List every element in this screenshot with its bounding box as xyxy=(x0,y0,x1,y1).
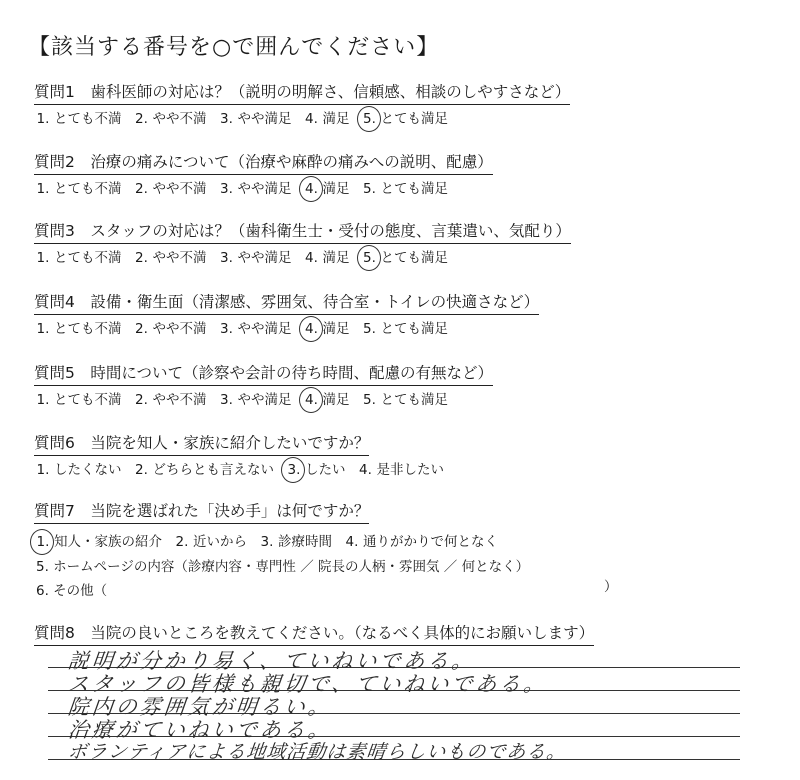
option-number: 1 . xyxy=(36,462,50,478)
q2-option-1[interactable] xyxy=(36,177,122,197)
q5-option-1[interactable] xyxy=(36,388,122,408)
option-number: 2 . xyxy=(135,250,149,266)
option-label: 満足 xyxy=(322,181,350,197)
q7-option-3[interactable] xyxy=(260,530,332,550)
q7-other-close-paren: ） xyxy=(604,579,618,595)
q3-option-5[interactable] xyxy=(363,246,449,266)
option-number: 1 . xyxy=(36,181,50,197)
q1-title: 質問1 歯科医師の対応は？（説明の明解さ、信頼感、相談のしやすさなど） xyxy=(34,80,570,105)
option-number: 4 . xyxy=(305,181,319,197)
q3-option-3[interactable] xyxy=(220,246,292,266)
option-number: 4 . xyxy=(305,111,319,127)
page-heading: 【該当する番号を○で囲んでください】 xyxy=(28,35,440,60)
option-label: とても満足 xyxy=(380,111,448,127)
q4-option-3[interactable] xyxy=(220,317,292,337)
q1-option-5[interactable] xyxy=(363,107,449,127)
q1-option-1[interactable] xyxy=(36,107,122,127)
q2-option-3[interactable] xyxy=(220,177,292,197)
option-number: 2 . xyxy=(175,534,189,550)
option-number: 3 . xyxy=(287,462,301,478)
q4-option-4[interactable] xyxy=(305,317,350,337)
option-number: 2 . xyxy=(135,392,149,408)
option-label: やや満足 xyxy=(237,250,292,266)
option-number: 5 . xyxy=(363,111,377,127)
q5-option-5[interactable] xyxy=(363,388,449,408)
option-label: やや不満 xyxy=(152,250,207,266)
q7-options-row1 xyxy=(36,530,511,550)
q2-options xyxy=(36,177,461,197)
option-number: 1 . xyxy=(36,321,50,337)
option-number: 2 . xyxy=(135,111,149,127)
q5-option-2[interactable] xyxy=(135,388,207,408)
q6-option-3[interactable] xyxy=(287,458,346,478)
q7-option-4[interactable] xyxy=(345,530,498,550)
q8-answer-5: ボランティアによる地域活動は素晴らしいものである。 xyxy=(66,741,568,763)
option-label: とても満足 xyxy=(380,321,448,337)
option-number: 5 . xyxy=(363,392,377,408)
q3-option-4[interactable] xyxy=(305,246,350,266)
option-label: どちらとも言えない xyxy=(152,462,274,478)
q4-option-2[interactable] xyxy=(135,317,207,337)
option-number: 3 . xyxy=(220,392,234,408)
q4-option-5[interactable] xyxy=(363,317,449,337)
option-label: とても不満 xyxy=(54,111,122,127)
q8-title: 質問8 当院の良いところを教えてください。（なるべく具体的にお願いします） xyxy=(34,621,594,646)
q2-title: 質問2 治療の痛みについて（治療や麻酔の痛みへの説明、配慮） xyxy=(34,150,493,175)
q5-option-4[interactable] xyxy=(305,388,350,408)
option-label: やや満足 xyxy=(237,181,292,197)
option-number: 4 . xyxy=(359,462,373,478)
option-label: とても不満 xyxy=(54,321,122,337)
option-number: 1 . xyxy=(36,250,50,266)
option-label: したくない xyxy=(54,462,122,478)
option-label: 診療時間 xyxy=(278,534,332,550)
q7-option-1[interactable] xyxy=(36,530,162,550)
option-number: 2 . xyxy=(135,181,149,197)
option-number: 3 . xyxy=(220,181,234,197)
q8-answer-4: 治療がていねいである。 xyxy=(66,718,334,742)
option-label: やや不満 xyxy=(152,321,207,337)
option-number: 1 . xyxy=(36,392,50,408)
option-number: 1 . xyxy=(36,534,50,550)
option-number: 2 . xyxy=(135,462,149,478)
option-number: 5 . xyxy=(363,321,377,337)
q4-title: 質問4 設備・衛生面（清潔感、雰囲気、待合室・トイレの快適さなど） xyxy=(34,290,539,315)
option-number: 2 . xyxy=(135,321,149,337)
option-number: 4 . xyxy=(305,392,319,408)
option-label: したい xyxy=(305,462,346,478)
option-label: とても満足 xyxy=(380,392,448,408)
option-label: 通りがかりで何となく xyxy=(363,534,498,550)
q3-option-1[interactable] xyxy=(36,246,122,266)
option-number: 4 . xyxy=(305,250,319,266)
option-number: 4 . xyxy=(305,321,319,337)
option-label: とても満足 xyxy=(380,181,448,197)
q4-option-1[interactable] xyxy=(36,317,122,337)
q3-option-2[interactable] xyxy=(135,246,207,266)
option-label: 知人・家族の紹介 xyxy=(54,534,162,550)
option-label: 満足 xyxy=(322,321,350,337)
option-label: 近いから xyxy=(193,534,247,550)
option-number: 3 . xyxy=(220,250,234,266)
q2-option-2[interactable] xyxy=(135,177,207,197)
q7-option-6[interactable]: 6. その他（ xyxy=(36,583,108,599)
q6-options xyxy=(36,458,457,478)
option-label: とても不満 xyxy=(54,250,122,266)
q1-options xyxy=(36,107,461,127)
option-number: 4 . xyxy=(345,534,359,550)
q7-option-5[interactable]: 5. ホームページの内容（診療内容・専門性 ／ 院長の人柄・雰囲気 ／ 何となく） xyxy=(36,559,530,575)
option-label: やや満足 xyxy=(237,111,292,127)
option-label: やや不満 xyxy=(152,111,207,127)
q6-option-2[interactable] xyxy=(135,458,275,478)
q7-title: 質問7 当院を選ばれた「決め手」は何ですか？ xyxy=(34,499,369,524)
q6-title: 質問6 当院を知人・家族に紹介したいですか？ xyxy=(34,431,369,456)
option-label: やや満足 xyxy=(237,392,292,408)
q2-option-5[interactable] xyxy=(363,177,449,197)
option-number: 1 . xyxy=(36,111,50,127)
q8-answer-2: スタッフの皆様も親切で、ていねいである。 xyxy=(66,672,549,696)
q1-option-3[interactable] xyxy=(220,107,292,127)
q5-options xyxy=(36,388,461,408)
q6-option-1[interactable] xyxy=(36,458,122,478)
q6-option-4[interactable] xyxy=(359,458,445,478)
option-number: 3 . xyxy=(260,534,274,550)
q5-title: 質問5 時間について（診察や会計の待ち時間、配慮の有無など） xyxy=(34,361,493,386)
q2-option-4[interactable] xyxy=(305,177,350,197)
q3-options xyxy=(36,246,461,266)
option-number: 5 . xyxy=(363,250,377,266)
q5-option-3[interactable] xyxy=(220,388,292,408)
q8-answer-3: 院内の雰囲気が明るい。 xyxy=(66,695,334,719)
option-label: とても不満 xyxy=(54,392,122,408)
option-label: やや不満 xyxy=(152,392,207,408)
option-number: 3 . xyxy=(220,111,234,127)
option-label: とても満足 xyxy=(380,250,448,266)
option-label: やや不満 xyxy=(152,181,207,197)
option-label: 是非したい xyxy=(376,462,444,478)
option-number: 5 . xyxy=(363,181,377,197)
q7-option-2[interactable] xyxy=(175,530,247,550)
option-label: とても不満 xyxy=(54,181,122,197)
option-label: やや満足 xyxy=(237,321,292,337)
option-label: 満足 xyxy=(322,392,350,408)
q1-option-4[interactable] xyxy=(305,107,350,127)
q4-options xyxy=(36,317,461,337)
q1-option-2[interactable] xyxy=(135,107,207,127)
option-label: 満足 xyxy=(322,111,350,127)
option-label: 満足 xyxy=(322,250,350,266)
q3-title: 質問3 スタッフの対応は？（歯科衛生士・受付の態度、言葉遣い、気配り） xyxy=(34,219,571,244)
option-number: 3 . xyxy=(220,321,234,337)
q8-answer-1: 説明が分かり易く、ていねいである。 xyxy=(66,649,477,673)
